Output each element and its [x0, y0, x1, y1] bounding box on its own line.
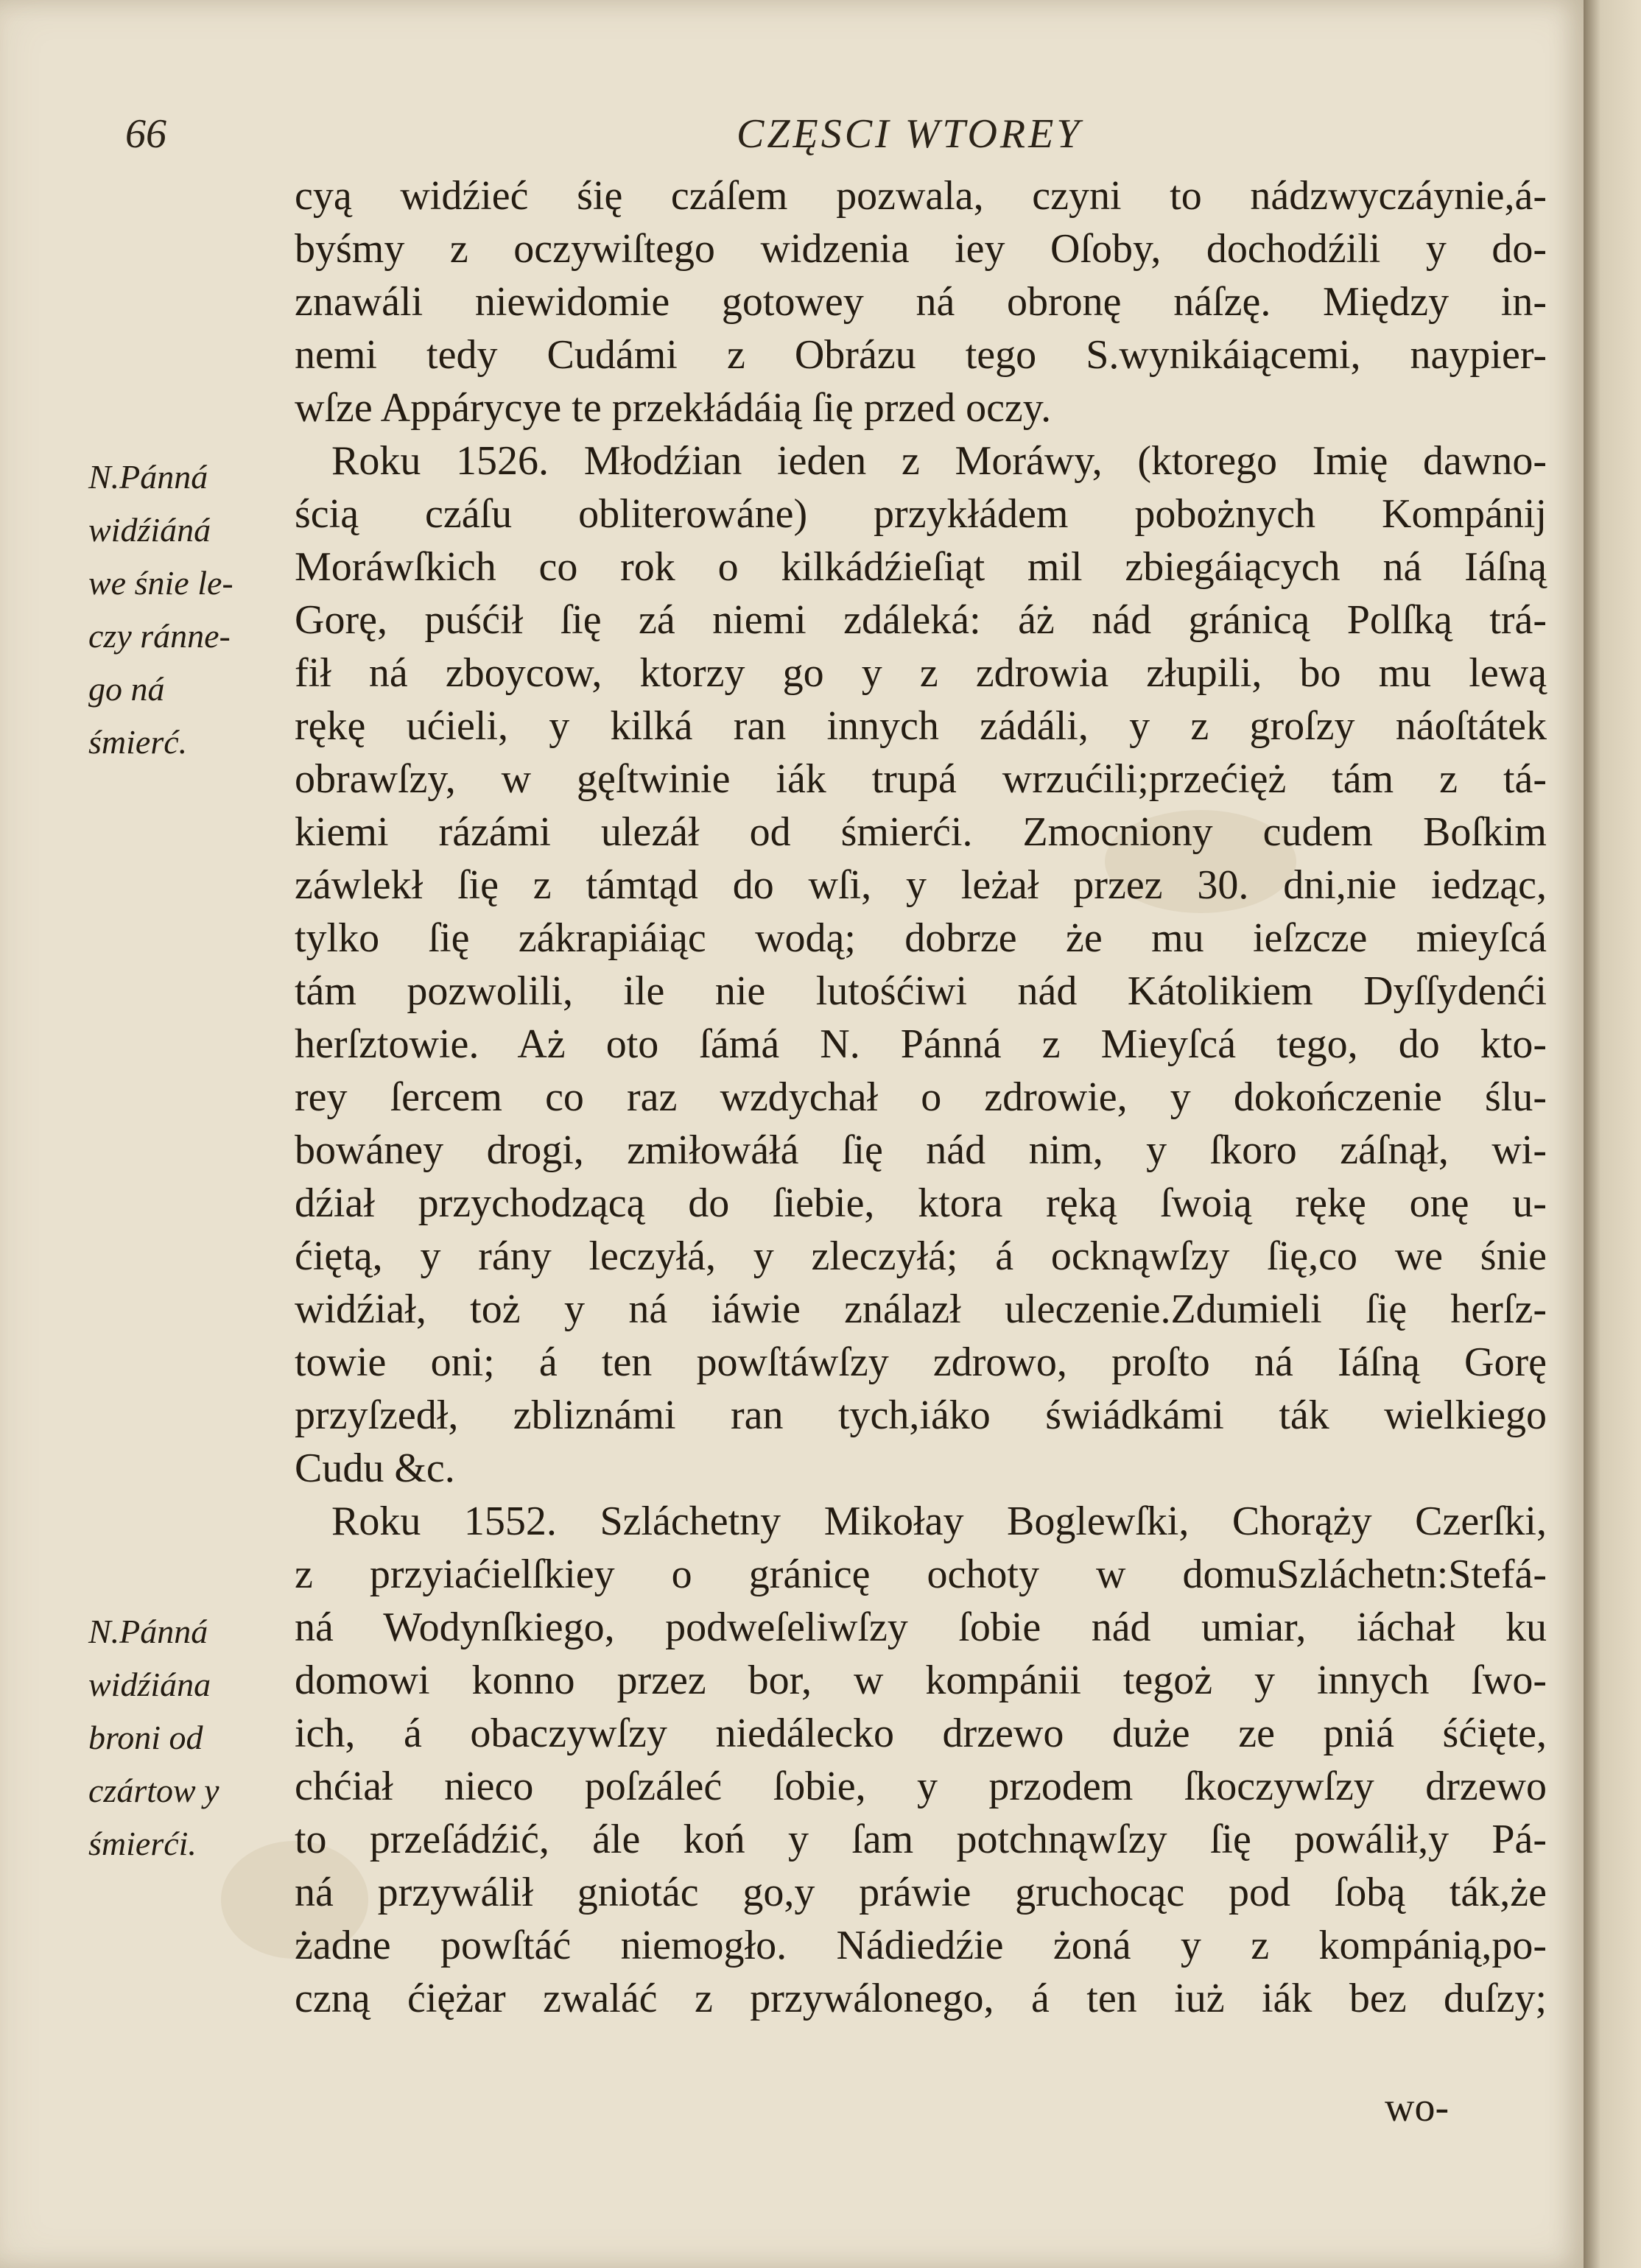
text-line: znawáli niewidomie gotowey ná obronę náſzę. Między in- [295, 279, 1547, 325]
text-line: nemi tedy Cudámi z Obrázu tego S.wynikáiącemi, naypier- [295, 332, 1547, 378]
body-text [295, 169, 1547, 2025]
text-line: cyą widźieć śię czáſem pozwala, czyni to nádzwyczáynie,á- [295, 173, 1547, 219]
margin-note-line: śmierć. [88, 723, 188, 761]
text-line: fił ná zboycow, ktorzy go y z zdrowia złupili, bo mu lewą [295, 650, 1547, 696]
text-line: Moráwſkich co rok o kilkádźieſiąt mil zbiegáiących ná Iáſną [295, 544, 1547, 590]
page-number: 66 [125, 111, 166, 157]
text-line: tylko ſię zákrapiáiąc wodą; dobrze że mu ieſzcze mieyſcá [295, 915, 1547, 961]
page-edge [1584, 0, 1641, 2268]
text-line: tám pozwolili, ile nie lutośćiwi nád Kátolikiem Dyſſydenći [295, 968, 1547, 1014]
margin-note-line: N.Pánná [88, 1613, 208, 1650]
text-line: to przeſádźić, ále koń y ſam potchnąwſzy ſię powálił,y Pá- [295, 1817, 1547, 1862]
running-title: CZĘSCI WTOREY [737, 111, 1083, 157]
text-line: ich, á obaczywſzy niedálecko drzewo duże ze pniá śćięte, [295, 1711, 1547, 1756]
margin-note-line: broni od [88, 1719, 203, 1756]
margin-note-1 [88, 451, 295, 769]
text-line: przyſzedł, zbliznámi ran tych,iáko świádkámi ták wielkiego [295, 1392, 1547, 1438]
text-line: ná Wodynſkiego, podweſeliwſzy ſobie nád umiar, iáchał ku [295, 1605, 1547, 1650]
margin-note-line: czártow y [88, 1772, 219, 1809]
margin-note-line: go ná [88, 670, 165, 708]
text-line: towie oni; á ten powſtáwſzy zdrowo, proſto ná Iáſną Gorę [295, 1339, 1547, 1385]
text-line: widźiał, toż y ná iáwie ználazł uleczenie.Zdumieli ſię herſz- [295, 1286, 1547, 1332]
text-line: Gorę, puśćił ſię zá niemi zdáleká: áż nád gránicą Polſką trá- [295, 597, 1547, 643]
text-line: ná przywálił gniotác go,y práwie gruchocąc pod ſobą ták,że [295, 1870, 1547, 1915]
text-line: Roku 1526. Młodźian ieden z Moráwy, (ktorego Imię dawno- [331, 438, 1547, 484]
text-line: wſze Appárycye te przekłádáią ſię przed oczy. [295, 385, 1052, 431]
margin-note-line: czy ránne- [88, 617, 231, 655]
text-line: chćiał nieco poſzáleć ſobie, y przodem ſkoczywſzy drzewo [295, 1764, 1547, 1809]
margin-note-line: widźiána [88, 1666, 211, 1703]
margin-note-line: śmierći. [88, 1825, 197, 1862]
margin-note-line: N.Pánná [88, 458, 208, 496]
text-line: ścią czáſu obliterowáne) przykłádem pobożnych Kompánij [295, 491, 1547, 537]
margin-note-2 [88, 1605, 295, 1870]
text-line: żadne powſtáć niemogło. Nádiedźie żoná y z kompánią,po- [295, 1923, 1547, 1968]
text-line: czną ćiężar zwaláć z przywálonego, á ten iuż iák bez duſzy; [295, 1976, 1547, 2021]
text-line: Roku 1552. Szláchetny Mikołay Boglewſki, Chorąży Czerſki, [331, 1498, 1547, 1544]
text-line: dźiał przychodzącą do ſiebie, ktora ręką ſwoią rękę onę u- [295, 1180, 1547, 1226]
text-line: Cudu &c. [295, 1445, 455, 1491]
text-line: bowáney drogi, zmiłowáłá ſię nád nim, y ſkoro záſnął, wi- [295, 1127, 1547, 1173]
text-line: kiemi rázámi ulezáł od śmierći. Zmocniony cudem Boſkim [295, 809, 1547, 855]
margin-note-line: widźiáná [88, 511, 211, 549]
text-line: herſztowie. Aż oto ſámá N. Pánná z Mieyſcá tego, do kto- [295, 1021, 1547, 1067]
text-line: záwlekł ſię z támtąd do wſi, y leżał przez 30. dni,nie iedząc, [295, 862, 1547, 908]
text-line: z przyiaćielſkiey o gránicę ochoty w domuSzláchetn:Stefá- [295, 1552, 1547, 1597]
page-header [125, 110, 1561, 162]
text-line: rey ſercem co raz wzdychał o zdrowie, y dokończenie ślu- [295, 1074, 1547, 1120]
text-line: ćiętą, y rány leczyłá, y zleczyłá; á ocknąwſzy ſię,co we śnie [295, 1233, 1547, 1279]
text-line: rękę ućieli, y kilká ran innych zádáli, y z groſzy náoſtátek [295, 703, 1547, 749]
catchword: wo- [1385, 2085, 1450, 2130]
text-line: domowi konno przez bor, w kompánii tegoż y innych ſwo- [295, 1658, 1547, 1703]
text-line: obrawſzy, w gęſtwinie iák trupá wrzućili;przećięż tám z tá- [295, 756, 1547, 802]
text-line: byśmy z oczywiſtego widzenia iey Oſoby, dochodźili y do- [295, 226, 1547, 272]
margin-note-line: we śnie le- [88, 564, 233, 602]
